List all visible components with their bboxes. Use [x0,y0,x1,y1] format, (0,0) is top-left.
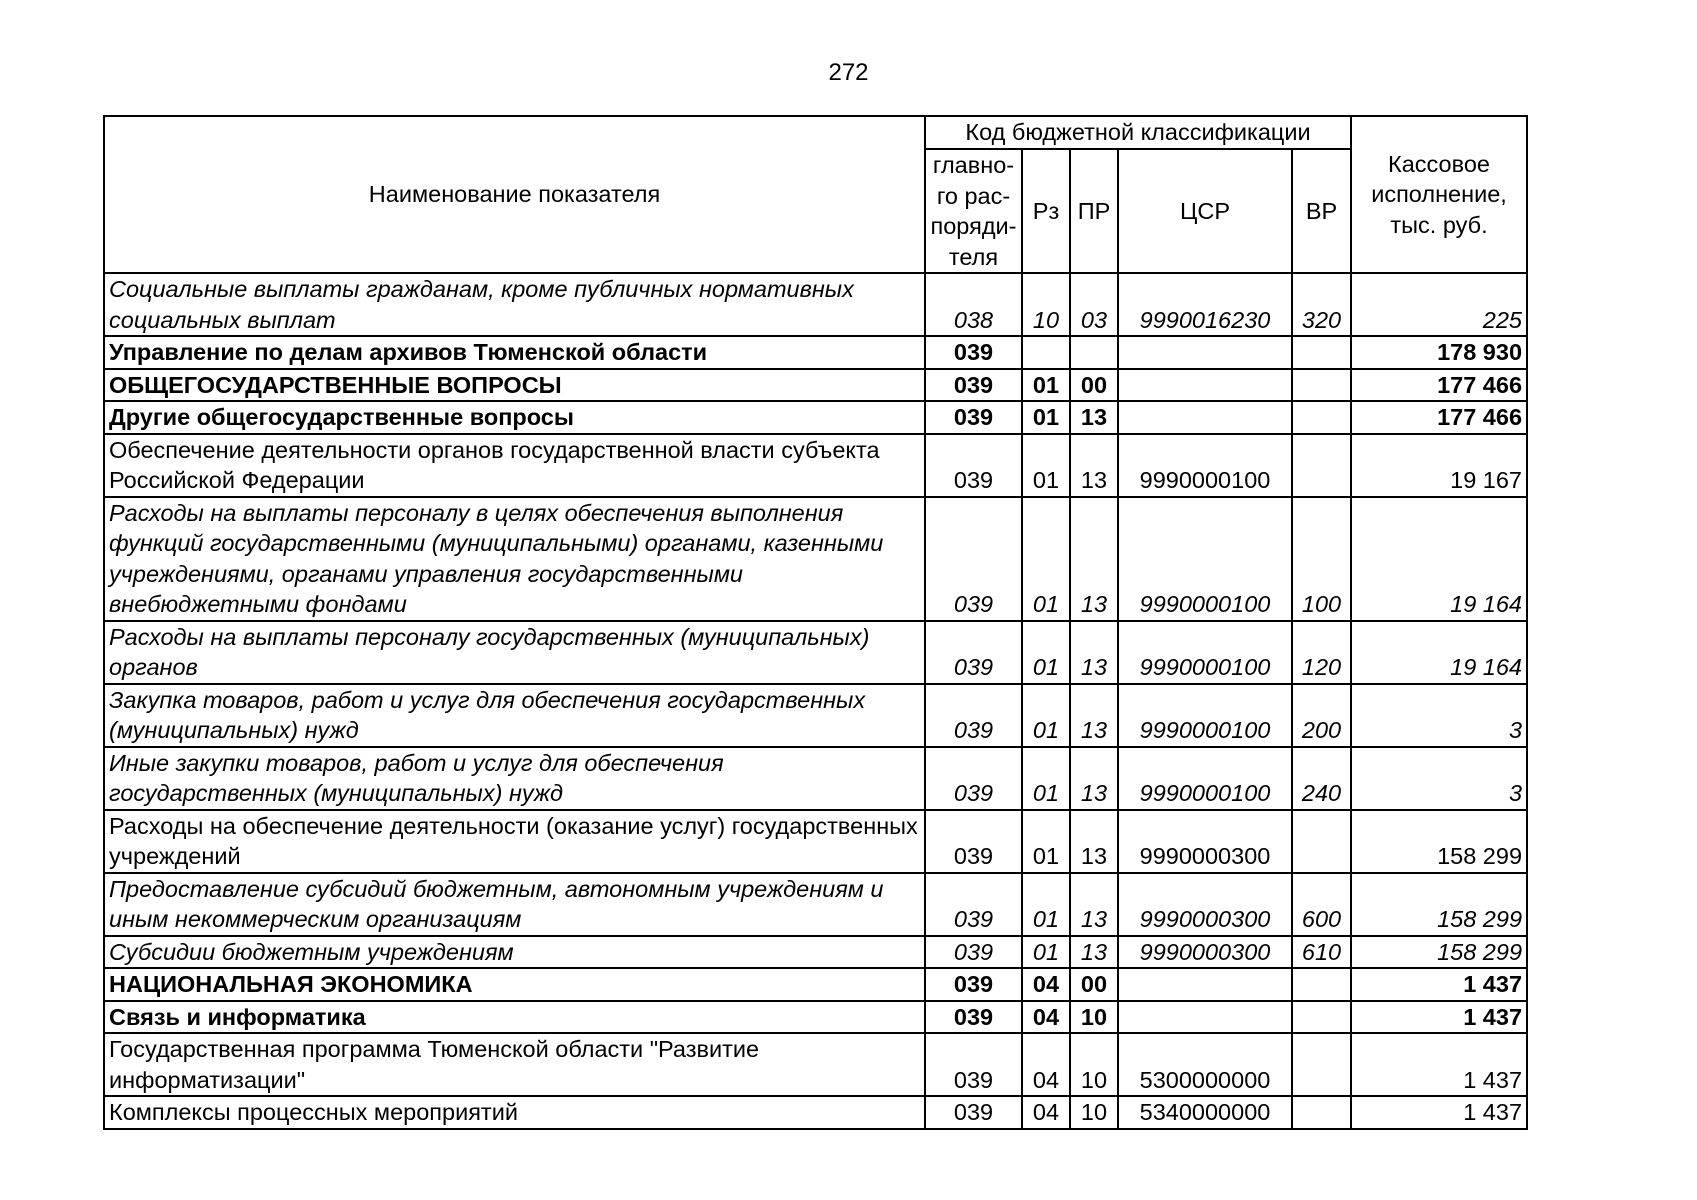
cell-vr [1292,434,1351,497]
cell-pr: 10 [1070,1033,1118,1096]
table-row [104,336,1527,369]
cell-gr: 039 [925,1033,1022,1096]
cell-csr [1118,968,1292,1001]
cell-vr [1292,1096,1351,1129]
cell-csr [1118,401,1292,434]
cell-csr [1118,1001,1292,1034]
cell-vr [1292,369,1351,402]
cell-rz: 01 [1022,684,1070,747]
cell-pr: 13 [1070,873,1118,936]
header-vr: ВР [1292,149,1351,273]
table-row [104,873,1527,936]
cell-name: Социальные выплаты гражданам, кроме публичных нормативных социальных выплат [104,273,925,336]
cell-vr [1292,810,1351,873]
cell-amount: 177 466 [1351,401,1527,434]
table-row [104,1001,1527,1034]
cell-gr: 039 [925,621,1022,684]
cell-name: Управление по делам архивов Тюменской области [104,336,925,369]
cell-name: Обеспечение деятельности органов государственной власти субъекта Российской Федерации [104,434,925,497]
page-number: 272 [828,59,869,86]
header-pr: ПР [1070,149,1118,273]
cell-vr [1292,401,1351,434]
cell-vr: 120 [1292,621,1351,684]
budget-table [103,115,1528,1130]
cell-vr [1292,336,1351,369]
table-row [104,936,1527,969]
table-row [104,434,1527,497]
cell-pr [1070,336,1118,369]
cell-gr: 039 [925,1001,1022,1034]
cell-gr: 039 [925,747,1022,810]
cell-csr: 9990000100 [1118,621,1292,684]
cell-pr: 00 [1070,369,1118,402]
table-row [104,684,1527,747]
cell-amount: 1 437 [1351,968,1527,1001]
cell-vr [1292,1001,1351,1034]
cell-gr: 039 [925,497,1022,621]
cell-csr: 9990000100 [1118,684,1292,747]
cell-rz [1022,336,1070,369]
cell-amount: 158 299 [1351,936,1527,969]
cell-name: Расходы на выплаты персоналу государственных (муниципальных) органов [104,621,925,684]
cell-gr: 039 [925,401,1022,434]
header-amount: Кассовое исполнение, тыс. руб. [1351,116,1527,273]
cell-gr: 039 [925,369,1022,402]
cell-rz: 01 [1022,747,1070,810]
cell-gr: 039 [925,1096,1022,1129]
cell-csr [1118,336,1292,369]
cell-gr: 039 [925,810,1022,873]
cell-pr: 03 [1070,273,1118,336]
cell-csr: 9990000300 [1118,810,1292,873]
cell-rz: 04 [1022,1001,1070,1034]
cell-amount: 158 299 [1351,810,1527,873]
cell-gr: 039 [925,684,1022,747]
cell-name: Закупка товаров, работ и услуг для обеспечения государственных (муниципальных) нужд [104,684,925,747]
table-row [104,369,1527,402]
cell-amount: 19 164 [1351,621,1527,684]
cell-amount: 1 437 [1351,1096,1527,1129]
cell-rz: 01 [1022,369,1070,402]
cell-csr: 9990000100 [1118,497,1292,621]
cell-pr: 13 [1070,401,1118,434]
cell-name: Субсидии бюджетным учреждениям [104,936,925,969]
cell-name: Расходы на обеспечение деятельности (оказание услуг) государственных учреждений [104,810,925,873]
cell-amount: 1 437 [1351,1001,1527,1034]
cell-rz: 01 [1022,936,1070,969]
cell-gr: 039 [925,434,1022,497]
table-header [104,116,1527,273]
cell-pr: 13 [1070,684,1118,747]
cell-csr: 9990000300 [1118,936,1292,969]
cell-pr: 13 [1070,621,1118,684]
cell-rz: 04 [1022,968,1070,1001]
cell-vr: 100 [1292,497,1351,621]
cell-name: Другие общегосударственные вопросы [104,401,925,434]
table-row [104,621,1527,684]
cell-csr: 5340000000 [1118,1096,1292,1129]
table-row [104,747,1527,810]
cell-vr: 600 [1292,873,1351,936]
header-gr: главно-го рас-поряди-теля [925,149,1022,273]
header-name: Наименование показателя [104,116,925,273]
cell-vr: 320 [1292,273,1351,336]
cell-rz: 01 [1022,621,1070,684]
cell-csr: 9990016230 [1118,273,1292,336]
cell-rz: 01 [1022,873,1070,936]
cell-gr: 039 [925,968,1022,1001]
cell-csr: 9990000100 [1118,747,1292,810]
cell-csr: 9990000300 [1118,873,1292,936]
cell-name: НАЦИОНАЛЬНАЯ ЭКОНОМИКА [104,968,925,1001]
table-row [104,1096,1527,1129]
cell-vr: 610 [1292,936,1351,969]
cell-name: Предоставление субсидий бюджетным, автономным учреждениям и иным некоммерческим организациям [104,873,925,936]
cell-amount: 19 164 [1351,497,1527,621]
cell-vr [1292,968,1351,1001]
cell-gr: 038 [925,273,1022,336]
cell-pr: 10 [1070,1001,1118,1034]
cell-gr: 039 [925,336,1022,369]
cell-pr: 13 [1070,936,1118,969]
cell-amount: 178 930 [1351,336,1527,369]
cell-rz: 01 [1022,401,1070,434]
header-code-group: Код бюджетной классификации [925,116,1351,149]
cell-amount: 1 437 [1351,1033,1527,1096]
table-row [104,810,1527,873]
cell-amount: 3 [1351,747,1527,810]
cell-amount: 177 466 [1351,369,1527,402]
cell-rz: 04 [1022,1096,1070,1129]
cell-vr: 200 [1292,684,1351,747]
cell-gr: 039 [925,936,1022,969]
cell-pr: 13 [1070,810,1118,873]
cell-name: Иные закупки товаров, работ и услуг для обеспечения государственных (муниципальных) нужд [104,747,925,810]
cell-csr [1118,369,1292,402]
cell-rz: 04 [1022,1033,1070,1096]
cell-csr: 5300000000 [1118,1033,1292,1096]
table-body [104,273,1527,1129]
cell-name: Расходы на выплаты персоналу в целях обеспечения выполнения функций государственными (муниципальными) органами, казенными учреждениями, органами управления государственными внебюджетными фондами [104,497,925,621]
table-row [104,1033,1527,1096]
cell-pr: 13 [1070,497,1118,621]
cell-pr: 13 [1070,747,1118,810]
cell-name: Комплексы процессных мероприятий [104,1096,925,1129]
header-rz: Рз [1022,149,1070,273]
cell-rz: 01 [1022,434,1070,497]
cell-amount: 19 167 [1351,434,1527,497]
header-csr: ЦСР [1118,149,1292,273]
cell-vr [1292,1033,1351,1096]
cell-rz: 10 [1022,273,1070,336]
cell-name: Связь и информатика [104,1001,925,1034]
cell-pr: 10 [1070,1096,1118,1129]
cell-gr: 039 [925,873,1022,936]
cell-rz: 01 [1022,497,1070,621]
cell-amount: 3 [1351,684,1527,747]
table-row [104,401,1527,434]
table-row [104,497,1527,621]
table-row [104,273,1527,336]
cell-vr: 240 [1292,747,1351,810]
cell-rz: 01 [1022,810,1070,873]
cell-pr: 00 [1070,968,1118,1001]
cell-amount: 158 299 [1351,873,1527,936]
cell-amount: 225 [1351,273,1527,336]
cell-name: Государственная программа Тюменской области "Развитие информатизации" [104,1033,925,1096]
cell-csr: 9990000100 [1118,434,1292,497]
cell-name: ОБЩЕГОСУДАРСТВЕННЫЕ ВОПРОСЫ [104,369,925,402]
cell-pr: 13 [1070,434,1118,497]
table-row [104,968,1527,1001]
